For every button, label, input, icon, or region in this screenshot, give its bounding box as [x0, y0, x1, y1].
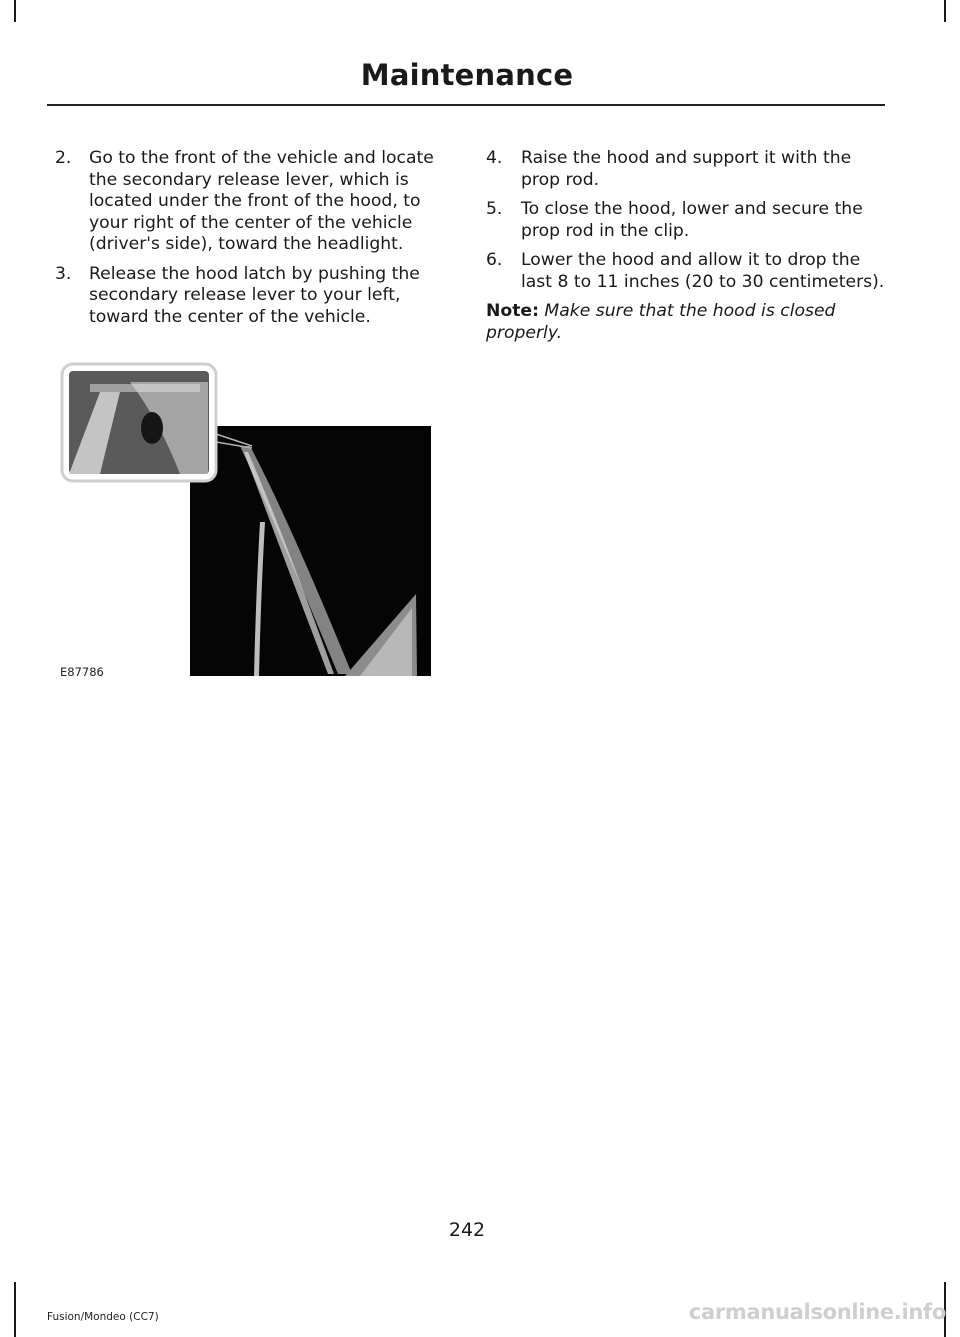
note-text: Make sure that the hood is closed properly. [486, 301, 836, 343]
step-item [486, 148, 886, 191]
step-number: 5. [486, 199, 503, 219]
page-number: 242 [448, 1219, 486, 1241]
page-title: Maintenance [360, 58, 574, 92]
step-item [50, 148, 450, 256]
note-label: Note: [486, 301, 539, 321]
crop-mark-top-left-v [14, 0, 16, 22]
step-number: 3. [55, 263, 72, 284]
step-text: Release the hood latch by pushing the secondary release lever to your left, toward the center of the vehicle. [89, 263, 420, 327]
step-item [486, 250, 886, 293]
step-item [486, 199, 886, 242]
step-text: Go to the front of the vehicle and locate the secondary release lever, which is located under the front of the hood, to your right of the center of the vehicle (driver's side), toward the headlight. [89, 148, 434, 254]
header-divider [47, 104, 885, 106]
step-text: Lower the hood and allow it to drop the last 8 to 11 inches (20 to 30 centimeters). [521, 250, 885, 292]
figure-code: E87786 [60, 665, 104, 679]
note [486, 301, 886, 344]
watermark[interactable]: carmanualsonline.info [688, 1300, 946, 1324]
release-lever-detail [141, 412, 163, 444]
step-number: 6. [486, 250, 503, 270]
step-text: To close the hood, lower and secure the prop rod in the clip. [521, 199, 863, 241]
crop-mark-bottom-left-v [14, 1282, 16, 1337]
hood-release-illustration [60, 362, 440, 682]
footer-model: Fusion/Mondeo (CC7) [47, 1311, 159, 1323]
step-item [50, 264, 450, 329]
right-column [486, 148, 886, 344]
step-number: 4. [486, 148, 503, 168]
step-number: 2. [55, 148, 72, 168]
step-text: Raise the hood and support it with the prop rod. [521, 148, 852, 190]
left-column [50, 148, 450, 336]
crop-mark-top-right-v [944, 0, 946, 22]
